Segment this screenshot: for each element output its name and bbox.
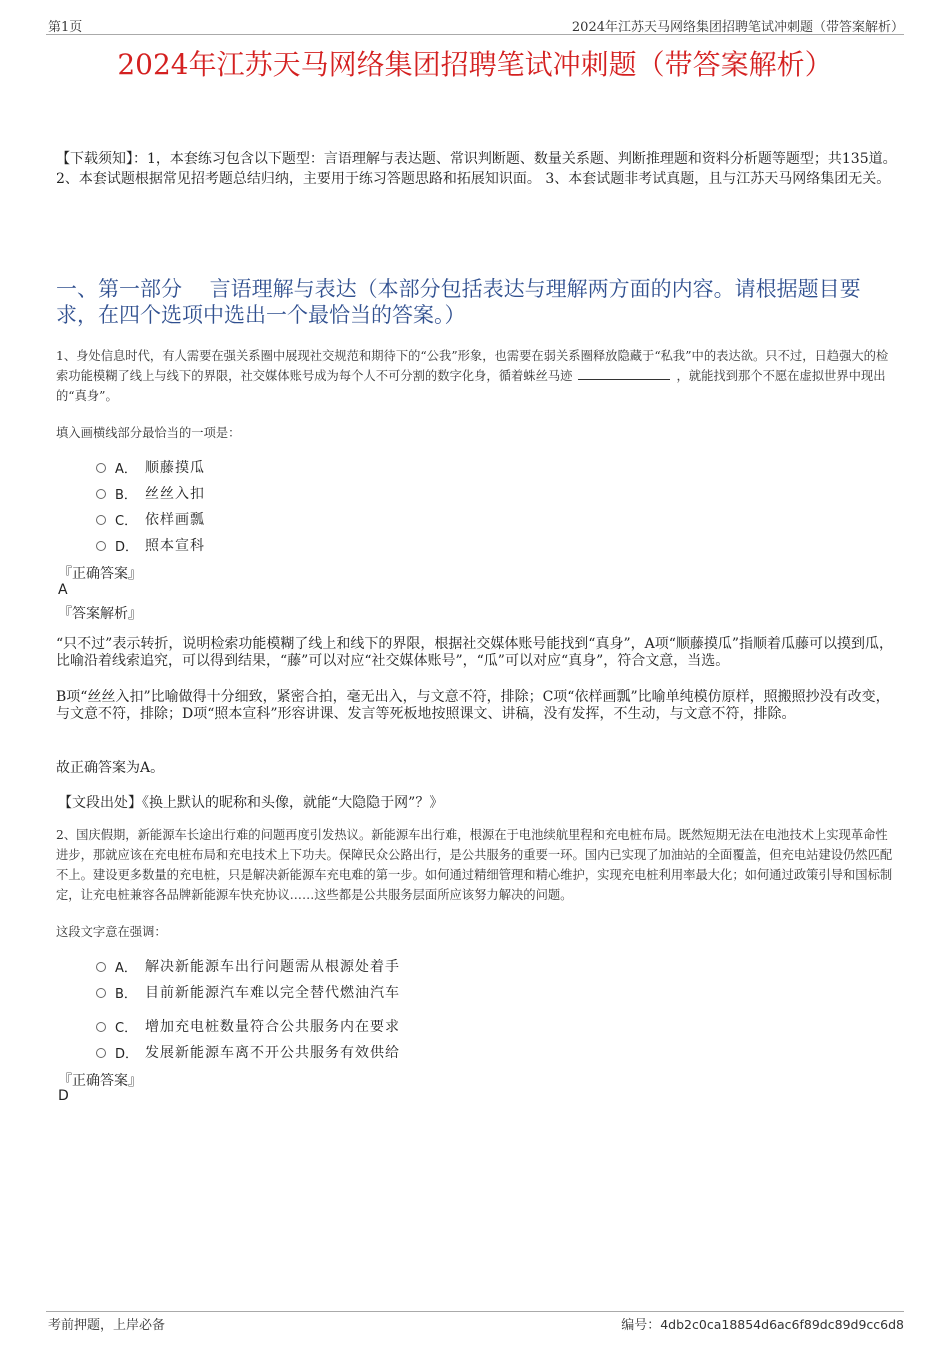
option-letter: D． (115, 539, 139, 555)
question-1-answer: A (58, 582, 68, 598)
footer-slogan: 考前押题，上岸必备 (48, 1318, 166, 1333)
question-1-option-a[interactable] (96, 457, 205, 477)
radio-icon[interactable] (96, 988, 106, 998)
option-text: 目前新能源汽车难以完全替代燃油汽车 (145, 985, 400, 1001)
question-1-text (56, 346, 898, 406)
question-1-prompt: 填入画横线部分最恰当的一项是： (56, 426, 241, 440)
option-text: 发展新能源车离不开公共服务有效供给 (145, 1045, 400, 1061)
option-letter: B． (115, 487, 137, 503)
download-notice: 【下载须知】：1，本套练习包含以下题型：言语理解与表达题、常识判断题、数量关系题、判断推理题和资料分析题等题型；共135道。 2、本套试题根据常见招考题总结归纳，主要用于练习答题思路和拓展知识面。 3、本套试题非考试真题，且与江苏天马网络集团无关。 (56, 151, 897, 187)
radio-icon[interactable] (96, 463, 106, 473)
radio-icon[interactable] (96, 489, 106, 499)
document-title: 2024年江苏天马网络集团招聘笔试冲刺题（带答案解析） (117, 48, 833, 81)
option-text: 增加充电桩数量符合公共服务内在要求 (145, 1019, 400, 1035)
question-1-option-d[interactable] (96, 535, 205, 555)
question-2-answer: D (58, 1088, 69, 1104)
question-2-option-a[interactable] (96, 956, 400, 976)
question-1-source: 【文段出处】《换上默认的昵称和头像，就能“大隐隐于网”？》 (58, 795, 444, 811)
question-2-option-d[interactable] (96, 1042, 400, 1062)
question-2-option-b[interactable] (96, 982, 400, 1002)
question-1-text-after: ，就能找到那个不愿在虚拟世界中现出的“真身”。 (56, 369, 886, 403)
radio-icon[interactable] (96, 1022, 106, 1032)
option-letter: A． (115, 960, 137, 976)
option-letter: B． (115, 986, 137, 1002)
option-letter: A． (115, 461, 137, 477)
option-letter: C． (115, 1020, 138, 1036)
question-1-option-b[interactable] (96, 483, 205, 503)
option-text: 依样画瓢 (145, 512, 205, 528)
option-text: 解决新能源车出行问题需从根源处着手 (145, 959, 400, 975)
option-text: 顺藤摸瓜 (145, 460, 205, 476)
question-1-analysis-paragraph-1: “只不过”表示转折，说明检索功能模糊了线上和线下的界限，根据社交媒体账号能找到“真身”，A项“顺藤摸瓜”指顺着瓜藤可以摸到瓜，比喻沿着线索追究，可以得到结果，“藤”可以对应“社交媒体账号”，“瓜”可以对应“真身”，符合文意，当选。 (56, 636, 894, 669)
option-letter: D． (115, 1046, 139, 1062)
fill-in-blank (578, 367, 670, 380)
footer-code-value: 4db2c0ca18854d6ac6f89dc89d9cc6d8 (660, 1317, 904, 1332)
question-2-text: 2、国庆假期，新能源车长途出行难的问题再度引发热议。新能源车出行难，根源在于电池续航里程和充电桩布局。既然短期无法在电池技术上实现革命性进步，那就应该在充电桩布局和充电技术上下功夫。保障民众公路出行，是公共服务的重要一环。国内已实现了加油站的全面覆盖，但充电站建设仍然匹配不上。建设更多数量的充电桩，只是解决新能源车充电难的第一步。如何通过精细管理和精心维护，实现充电桩利用率最大化；如何通过政策引导和国标制定，让充电桩兼容各品牌新能源车快充协议……这些都是公共服务层面所应该努力解决的问题。 (56, 828, 893, 902)
question-2-prompt: 这段文字意在强调： (56, 925, 167, 939)
footer-code-label: 编号： (621, 1318, 661, 1333)
option-text: 照本宣科 (145, 538, 205, 554)
question-1-option-c[interactable] (96, 509, 205, 529)
question-1-analysis-label: 『答案解析』 (58, 606, 142, 622)
header-divider (46, 34, 904, 35)
section-title: 一、第一部分 言语理解与表达（本部分包括表达与理解两方面的内容。请根据题目要求，在四个选项中选出一个最恰当的答案。） (56, 277, 861, 327)
question-1-text-before: 1、身处信息时代，有人需要在强关系圈中展现社交规范和期待下的“公我”形象，也需要在弱关系圈释放隐藏于“私我”中的表达欲。只不过，日趋强大的检索功能模糊了线上与线下的界限，社交媒体账号成为每个人不可分割的数字化身，循着蛛丝马迹 (56, 349, 889, 383)
footer-divider (46, 1311, 904, 1312)
option-letter: C． (115, 513, 138, 529)
page-number: 第1页 (48, 20, 83, 35)
question-1-answer-label: 『正确答案』 (58, 566, 142, 582)
question-1-analysis-paragraph-2: B项“丝丝入扣”比喻做得十分细致，紧密合拍，毫无出入，与文意不符，排除；C项“依样画瓢”比喻单纯模仿原样，照搬照抄没有改变，与文意不符，排除；D项“照本宣科”形容讲课、发言等死板地按照课文、讲稿，没有发挥，不生动，与文意不符，排除。 (56, 689, 890, 722)
question-2-answer-label: 『正确答案』 (58, 1073, 142, 1089)
footer-code (621, 1314, 904, 1333)
radio-icon[interactable] (96, 541, 106, 551)
running-header-title: 2024年江苏天马网络集团招聘笔试冲刺题（带答案解析） (571, 20, 904, 35)
question-1-conclusion: 故正确答案为A。 (56, 760, 165, 776)
radio-icon[interactable] (96, 1048, 106, 1058)
option-text: 丝丝入扣 (145, 486, 205, 502)
radio-icon[interactable] (96, 962, 106, 972)
radio-icon[interactable] (96, 515, 106, 525)
question-2-option-c[interactable] (96, 1016, 400, 1036)
